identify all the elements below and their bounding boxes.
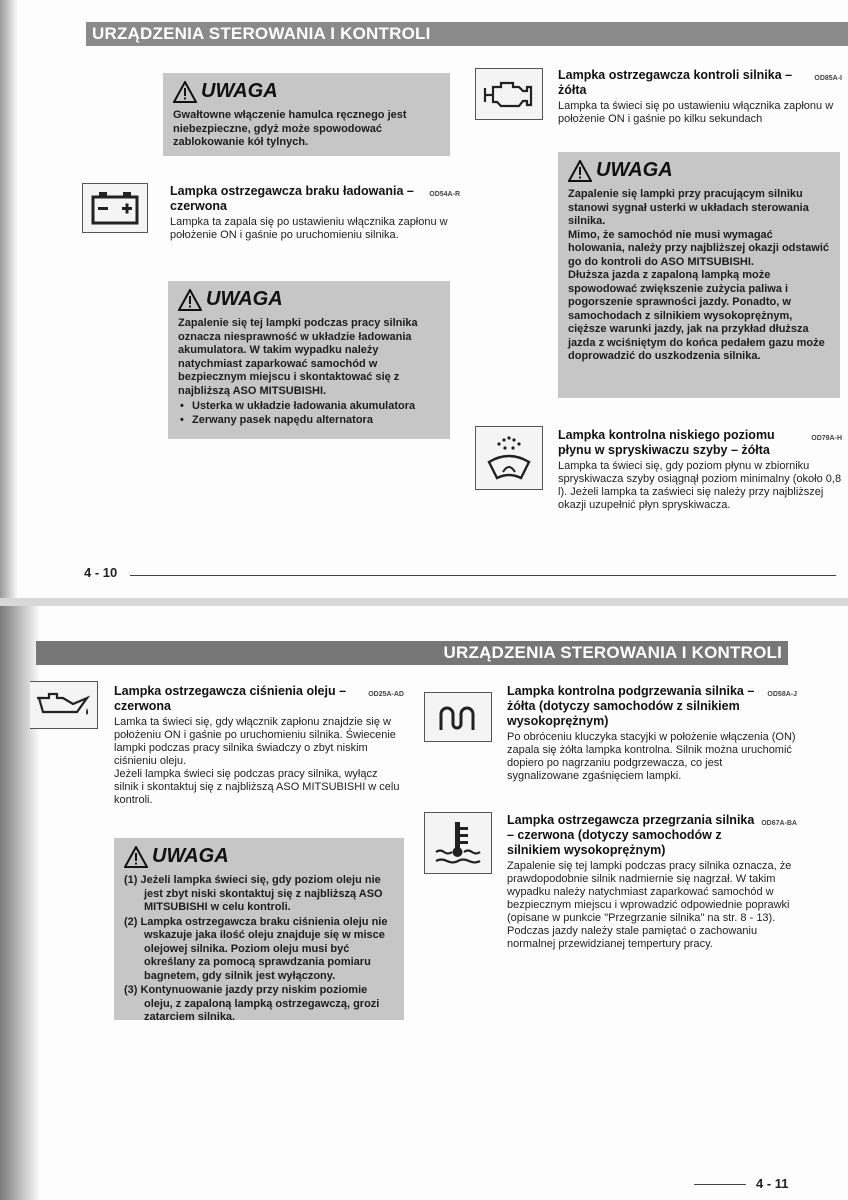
oil-can-icon: [35, 688, 93, 722]
battery-lamp-section: [170, 184, 460, 242]
warning-heading: [568, 158, 830, 184]
warning-box-charging: [168, 281, 450, 439]
oil-icon-box: [30, 681, 98, 729]
battery-icon-box: [82, 183, 148, 233]
oil-lamp-section: [114, 684, 404, 807]
warning-heading: [124, 844, 394, 870]
glow-lamp-text: Po obróceniu kluczyka stacyjki w położenie włączenia (ON) zapala się żółta lampka kontrolna. Silnik można uruchomić dopiero po nagrzaniu podgrzewacza, co jest sygnalizowane zgaśnięciem lampki.: [507, 731, 796, 782]
washer-lamp-title-text: Lampka kontrolna niskiego poziomu płynu w spryskiwaczu szyby – żółta: [558, 428, 775, 457]
oil-lamp-title: [114, 684, 404, 714]
warning-box-oil: [114, 838, 404, 1023]
page-separator: [0, 598, 848, 606]
warning-text: Zapalenie się lampki przy pracującym silniku stanowi sygnał usterki w układach sterowania silnika. Mimo, że samochód nie musi wymagać holowania, należy przy najbliższej okazji odstawić go do kontroli do ASO MITSUBISHI. Dłuższa jazda z zapaloną lampką może spowodować zwiększenie zużycia paliwa i pogorszenie sprawności jazdy. Ponadto, w samochodach z silnikiem wysokoprężnym, cięższe warunki jazdy, jak na przykład dłuższa jazda z wciśniętym do końca pedałem gazu może doprowadzić do uszkodzenia silnika.: [568, 188, 830, 362]
washer-lamp-text: Lampka ta świeci się, gdy poziom płynu w zbiorniku spryskiwacza szyby osiągnął poziom minimalny (około 0,8 l). Jeżeli lampka ta zaświeci się należy przy najbliższej okazji uzupełnić płyn spryskiwacza.: [558, 460, 842, 511]
glow-lamp-code: OD58A-J: [767, 691, 797, 698]
warning-box-engine: [558, 152, 840, 398]
section-header: [86, 22, 848, 46]
glow-lamp-section: [507, 684, 797, 783]
washer-lamp-title: [558, 428, 842, 458]
warning-list: [178, 400, 440, 427]
section-header-text: URZĄDZENIA STEROWANIA I KONTROLI: [92, 24, 431, 43]
warning-list-item: • Zerwany pasek napędu alternatora: [192, 414, 440, 428]
engine-lamp-title-text: Lampka ostrzegawcza kontroli silnika – żółta: [558, 68, 793, 97]
engine-lamp-title: [558, 68, 842, 98]
check-engine-icon: [481, 75, 537, 113]
section-header-text: URZĄDZENIA STEROWANIA I KONTROLI: [443, 643, 782, 662]
warning-numbered-list: [124, 874, 394, 1025]
temp-lamp-title: [507, 813, 797, 858]
page-number: 4 - 10: [84, 565, 118, 580]
warning-heading: [178, 287, 440, 313]
glow-plug-icon-box: [424, 692, 492, 742]
warning-triangle-icon: [173, 81, 197, 103]
washer-fluid-icon: [481, 432, 537, 484]
warning-list-item: (1) Jeżeli lampka świeci się, gdy poziom oleju nie jest zbyt niski skontaktuj się z najbliższą ASO MITSUBISHI w celu kontroli.: [124, 874, 383, 913]
washer-lamp-code: OD79A-H: [811, 435, 842, 442]
warning-text: Gwałtowne włączenie hamulca ręcznego jest niebezpieczne, gdyż może spowodować zablokowanie kół tylnych.: [173, 109, 407, 148]
section-header: [36, 641, 788, 665]
temp-lamp-code: OD67A-BA: [761, 820, 797, 827]
warning-box-handbrake: [163, 73, 450, 156]
page-number: 4 - 11: [756, 1176, 789, 1191]
glow-plug-icon: [433, 702, 483, 732]
warning-triangle-icon: [124, 846, 148, 868]
battery-lamp-text: Lampka ta zapala się po ustawieniu włącznika zapłonu w położenie ON i gaśnie po uruchomieniu silnika.: [170, 216, 448, 241]
check-engine-icon-box: [475, 68, 543, 120]
glow-lamp-title-text: Lampka kontrolna podgrzewania silnika – żółta (dotyczy samochodów z silnikiem wysokoprężnym): [507, 684, 755, 728]
engine-lamp-text: Lampka ta świeci się po ustawieniu włącznika zapłonu w położenie ON i gaśnie po kilku sekundach: [558, 100, 834, 125]
warning-list-item: (3) Kontynuowanie jazdy przy niskim poziomie oleju, z zapaloną lampką ostrzegawczą, grozi zatarciem silnika.: [124, 984, 380, 1023]
glow-lamp-title: [507, 684, 797, 729]
warning-title: UWAGA: [201, 80, 278, 103]
oil-lamp-text: Lamka ta świeci się, gdy włącznik zapłonu znajdzie się w położeniu ON i gaśnie po uruchomieniu silnika. Świecenie lampki podczas pracy silnika świadczy o zbyt niskim ciśnieniu oleju. Jeżeli lampka świeci się podczas pracy silnika, wyłącz silnik i skontaktuj się z najbliższą ASO MITSUBISHI w celu kontroli.: [114, 716, 400, 806]
engine-lamp-code: OD85A-I: [814, 75, 842, 82]
battery-icon: [89, 190, 141, 226]
page-4-11: [0, 606, 848, 1200]
footer-rule: [130, 575, 836, 576]
warning-title: UWAGA: [206, 288, 283, 311]
warning-title: UWAGA: [152, 845, 229, 868]
coolant-temperature-icon: [432, 818, 484, 868]
warning-triangle-icon: [568, 160, 592, 182]
footer-rule: [694, 1184, 746, 1185]
page-4-10: [0, 0, 848, 598]
oil-lamp-title-text: Lampka ostrzegawcza ciśnienia oleju – czerwona: [114, 684, 347, 713]
washer-icon-box: [475, 426, 543, 490]
battery-lamp-code: OD54A-R: [429, 191, 460, 198]
battery-lamp-title: [170, 184, 460, 214]
temp-lamp-section: [507, 813, 797, 951]
engine-lamp-section: [558, 68, 842, 126]
battery-lamp-title-text: Lampka ostrzegawcza braku ładowania – czerwona: [170, 184, 414, 213]
warning-list-item: (2) Lampka ostrzegawcza braku ciśnienia oleju nie wskazuje jaka ilość oleju znajduje się w misce olejowej silnika. Poziom oleju musi być określany za pomocą sprawdzania pomiaru bagnetem, gdy silnik jest wyłączony.: [124, 915, 388, 982]
warning-title: UWAGA: [596, 159, 673, 182]
temp-lamp-title-text: Lampka ostrzegawcza przegrzania silnika – czerwona (dotyczy samochodów z silnikiem wysokoprężnym): [507, 813, 755, 857]
oil-lamp-code: OD25A-AD: [368, 691, 404, 698]
warning-triangle-icon: [178, 289, 202, 311]
binding-shadow: [0, 0, 18, 598]
warning-heading: [173, 79, 440, 105]
washer-lamp-section: [558, 428, 842, 512]
temperature-icon-box: [424, 812, 492, 874]
temp-lamp-text: Zapalenie się tej lampki podczas pracy silnika oznacza, że prawdopodobnie silnik nadmiernie się nagrzał. W takim wypadku należy natychmiast zaparkować samochód w bezpiecznym miejscu i wprowadzić odpowiednie poprawki (opisane w punkcie "Przegrzanie silnika" na str. 8 - 13). Podczas jazdy należy stale pamiętać o zachowaniu normalnej przewidzianej tempertury pracy.: [507, 860, 792, 950]
warning-list-item: • Usterka w układzie ładowania akumulatora: [192, 400, 440, 414]
warning-text: Zapalenie się tej lampki podczas pracy silnika oznacza niesprawność w układzie ładowania akumulatora. W takim wypadku należy natychmiast zaparkować samochód w bezpiecznym miejscu i skontaktować się z najbliższą ASO MITSUBISHI.: [178, 317, 418, 397]
